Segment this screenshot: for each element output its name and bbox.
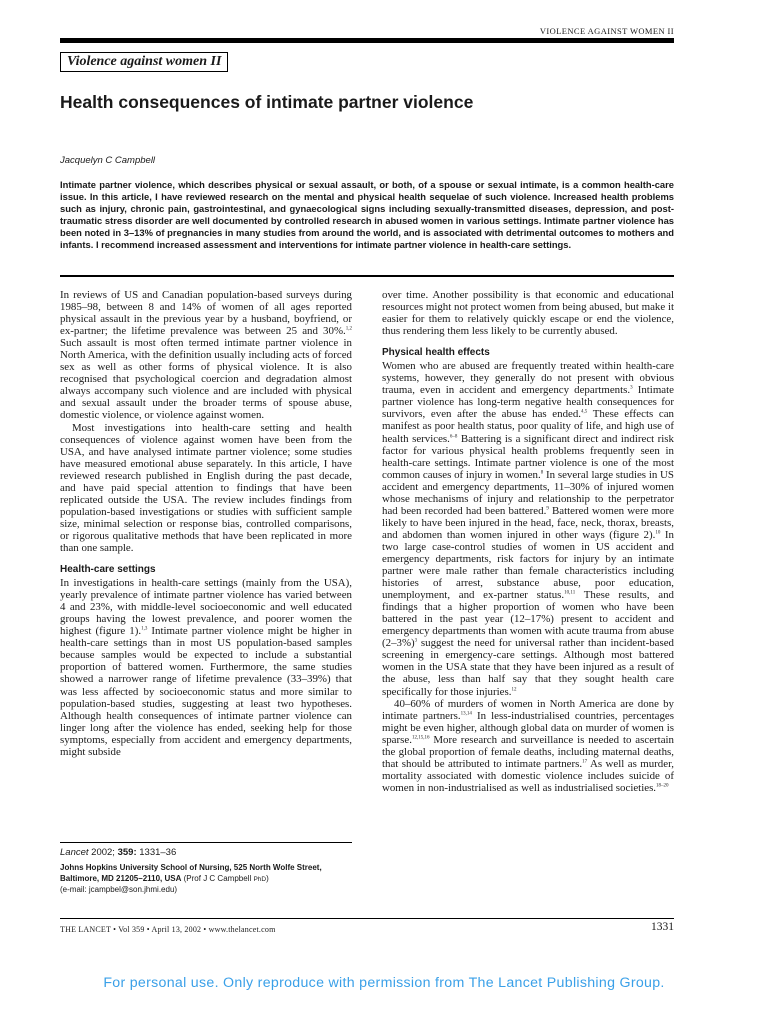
- reference: 12,15,16: [411, 735, 430, 741]
- reference: 6–8: [449, 433, 458, 439]
- reference: 4,5: [581, 409, 588, 415]
- reference: 17: [582, 759, 588, 765]
- reference: 18–20: [656, 783, 669, 789]
- abstract: Intimate partner violence, which describes physical or sexual assault, or both, of a spouse or sexual intimate, is a common health-care issue. In this article, I have reviewed research on the mental and physical health sequelae of such violence. Increased health problems such as injury, chronic pain, gastrointestinal, and gynaecological signs including sexually-transmitted diseases, depression, and post-traumatic stress disorder are well documented by controlled research in abused women in various settings. Intimate partner violence has been noted in 3–13% of pregnancies in many studies from around the world, and is associated with detrimental outcomes to mothers and infants. I recommend increased assessment and interventions for intimate partner violence in health-care settings.: [60, 179, 674, 251]
- paragraph-review: Most investigations into health-care setting and health consequences of violence against women have been from the USA, and have analysed intimate partner violence; some studies have measured emotional abuse separately. In this article, I have reviewed research published in English during the past decade, and have paid special attention to findings that have been replicated outside the USA. The review includes findings from population-based investigations or studies with sufficient sample size, minimal selection or response bias, controlled comparisons, or rigorous qualitative methods that have been replicated in more than one sample.: [60, 421, 352, 554]
- reference: 3: [414, 638, 418, 644]
- reference: 10,11: [564, 590, 576, 596]
- author-email: (e-mail: jcampbel@son.jhmi.edu): [60, 885, 178, 894]
- footer-rule: [60, 918, 674, 919]
- paragraph-continuation: over time. Another possibility is that economic and educational resources might not protect women from being abused, but make it easier for them to relatively quickly escape or end the violence, thus rendering them less likely to be currently abused.: [382, 289, 674, 338]
- top-rule: [60, 38, 674, 43]
- reference: 8: [540, 470, 544, 476]
- reference: 9: [546, 506, 549, 512]
- paragraph-physical: Women who are abused are frequently treated within health-care systems, however, they generally do not present with obvious trauma, even in accident and emergency departments.$^3$ Intimate partner violence has long-term negative health consequences for survivors, even after the abuse has ended.$^{4,5}$ These effects can manifest as poor health status, poor quality of life, and high use of health services.$^{6-8}$ Battering is a significant direct and indirect risk factor for various physical health problems frequently seen in health-care settings. Intimate partner violence is one of the most common causes of injury in women.$^8$ In several large studies in US accident and emergency departments, 11–30% of injured women whose mechanisms of injury and relationship to the perpetrator had been recorded had been battered.$^9$ Battered women were more likely to have been injured in the head, face, neck, thorax, breasts, and abdomen than women injured in other ways (figure 2).$^{10}$ In two large case-control studies of women in US accident and emergency departments, risk factors for injury by an intimate partner were male rather than female characteristics including histories of arrest, substance abuse, poor education, unemployment, and ex-partner status.$^{10,11}$ These results, and findings that a higher proportion of women who have been battered in the past year (12–17%) present to accident and emergency departments than women with acute trauma from abuse $(2-3\%)^3$ suggest the need for universal rather than incident-based screening in emergency-care settings. Although most battered women in the USA state that they have been injured as a result of the abuse, less than half say that they sought health care specifically for those injuries.$^{12}$: [382, 360, 674, 698]
- affiliation: Johns Hopkins University School of Nursing, 525 North Wolfe Street, Baltimore, MD 21205–2110, USA (Prof J C Campbell PhD) (e-mail: jcampbel@son.jhmi.edu): [60, 863, 322, 894]
- heading-health-care-settings: Health-care settings: [60, 564, 156, 576]
- page-number: 1331: [651, 921, 674, 933]
- journal-footer: THE LANCET • Vol 359 • April 13, 2002 • www.thelancet.com: [60, 925, 276, 934]
- reference: 3: [630, 385, 633, 391]
- abstract-rule: [60, 275, 674, 277]
- reference: 1,2: [345, 326, 352, 332]
- article-title: Health consequences of intimate partner violence: [60, 92, 474, 112]
- reference: 13,14: [460, 710, 472, 716]
- permission-notice: For personal use. Only reproduce with permission from The Lancet Publishing Group.: [103, 975, 665, 991]
- reference: 12: [511, 686, 517, 692]
- footnote-rule: [60, 842, 352, 843]
- paragraph-health-care: In investigations in health-care settings (mainly from the USA), yearly prevalence of intimate partner violence has varied between 4 and 23%, with middle-level socioeconomic and well educated groups having the lowest prevalence, and poorer women the highest (figure 1).$^{1,3}$ Intimate partner violence might be higher in health-care settings than in most US population-based samples because samples would be expected to include a substantial proportion of battered women. Furthermore, the same studies showed a narrower range of lifetime prevalence (33–39%) that was less affected by socioeconomic status and more similar to population-based studies, suggesting at least two hypotheses. Although health consequences of intimate partner violence can linger long after the violence has ended, seeking help for those symptoms, especially from accident and emergency departments, might subside: [60, 577, 352, 758]
- reference: 10: [655, 530, 661, 536]
- reference: 1,3: [141, 626, 148, 632]
- heading-physical-health: Physical health effects: [382, 347, 490, 359]
- right-column: [382, 289, 674, 794]
- citation: Lancet 2002; 359: 1331–36: [60, 847, 177, 858]
- paragraph-intro: In reviews of US and Canadian population-based surveys during 1985–98, between 8 and 14% of women of all ages reported physical assault in the previous year by a husband, boyfriend, or ex-partner; the lifetime prevalence was between 25 and 30%.$^{1,2}$ Such assault is most often termed intimate partner violence in North America, with the definition usually including acts of forced sex as well as other forms of physical violence. It is also recognised that psychological coercion and degradation almost always accompany such violence and are included with physical and sexual assault under the broader terms of spouse abuse, domestic violence, or violence against women.: [60, 289, 352, 422]
- author: Jacquelyn C Campbell: [60, 155, 156, 166]
- paragraph-mortality: 40–60% of murders of women in North America are done by intimate partners.$^{13,14}$ In less-industrialised countries, percentages might be even higher, although global data on murder of women is sparse.$^{12,15,16}$ More research and surveillance is needed to ascertain the global proportion of female deaths, including maternal deaths, that should be attributed to intimate partners.$^{17}$ As well as murder, mortality associated with domestic violence includes suicide of women in non-industrialised as well as industrialised societies.$^{18-20}$: [382, 697, 675, 794]
- section-label: Violence against women II: [60, 52, 228, 72]
- running-header: VIOLENCE AGAINST WOMEN II: [539, 26, 674, 36]
- left-column: [60, 289, 352, 758]
